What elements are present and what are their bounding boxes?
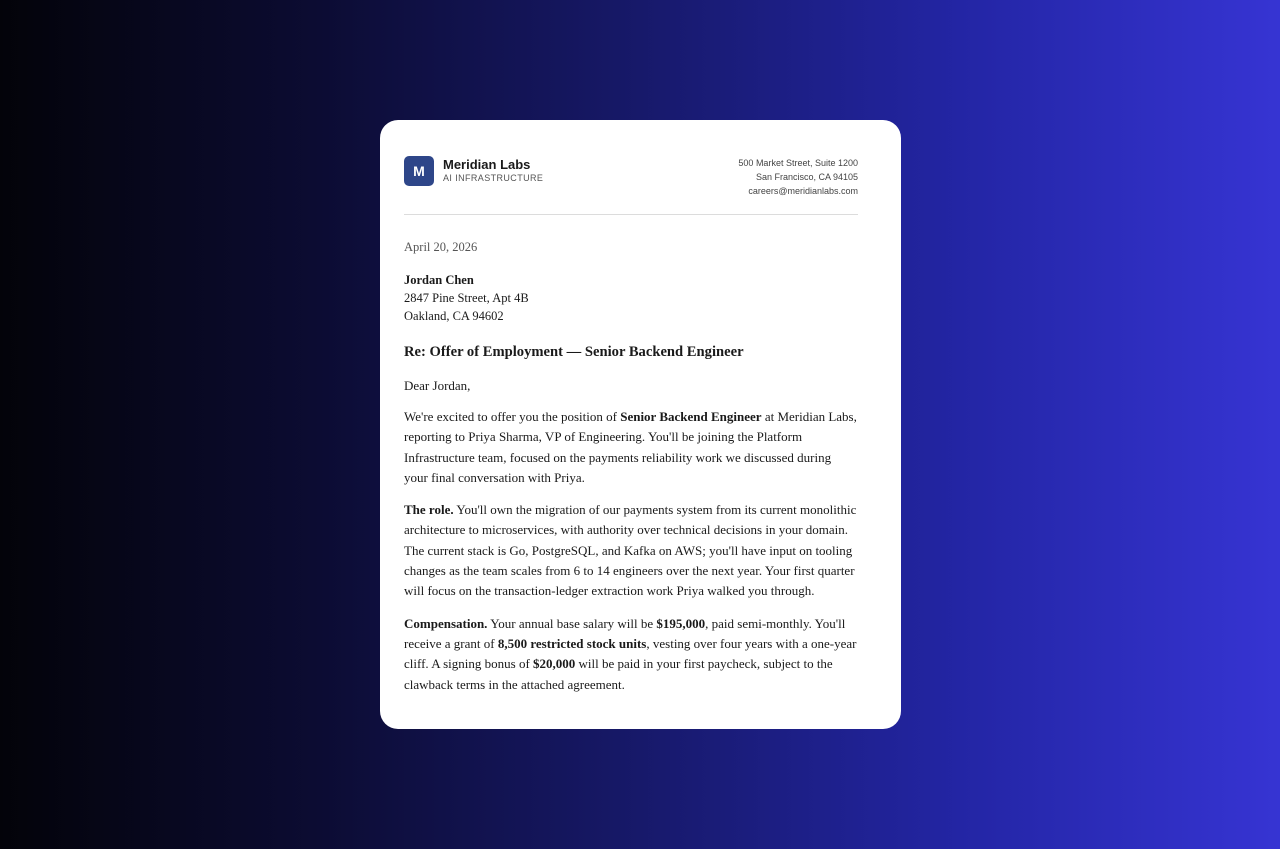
letter-greeting: Dear Jordan, [404,378,471,393]
compensation-text-3: , vesting over four years with a one-year cliff. A signing bonus of [404,635,857,672]
company-address [738,156,858,198]
compensation-text-2: , paid semi-monthly. You'll receive a grant of [404,615,846,651]
compensation-text-4: will be paid in your first paycheck, subject to the clawback terms in the attached agreement. [404,656,833,692]
letterhead [404,156,858,215]
recipient-block [404,271,858,325]
letter-date: April 20, 2026 [404,240,478,254]
offer-letter-card [380,120,901,729]
company-address-line1: 500 Market Street, Suite 1200 [738,158,858,168]
role-text: You'll own the migration of our payments system from its current monolithic architecture to microservices, with authority over technical decisions in your domain. The current stack is Go, PostgreSQL, and Kafka on AWS; you'll have input on tooling changes as the team scales from 6 to 14 engineers over the next year. Your first quarter will focus on the transaction-ledger extraction work Priya walked you through. [404,502,857,599]
paragraph-role [404,500,858,601]
paragraph-intro [404,407,858,488]
letter-subject: Re: Offer of Employment — Senior Backend Engineer [404,344,744,360]
rsu-grant: 8,500 restricted stock units [497,635,647,651]
compensation-text-1: Your annual base salary will be [487,615,657,631]
recipient-street: 2847 Pine Street, Apt 4B [404,291,529,305]
signing-bonus: $20,000 [533,656,576,672]
letter-body [404,238,858,695]
role-heading: The role. [404,502,454,518]
compensation-heading: Compensation. [404,615,488,631]
position-title: Senior Backend Engineer [620,409,762,424]
recipient-city: Oakland, CA 94602 [404,309,504,323]
intro-text-2: at Meridian Labs, reporting to Priya Sharma, VP of Engineering. You'll be joining the Platform Infrastructure team, focused on the payments reliability work we discussed during your final conversation with Priya. [404,409,857,485]
paragraph-compensation [404,614,858,695]
company-email: careers@meridianlabs.com [748,186,858,196]
intro-text-1: We're excited to offer you the position of [404,409,621,424]
base-salary: $195,000 [656,615,706,631]
company-tagline: AI INFRASTRUCTURE [443,173,544,183]
recipient-name: Jordan Chen [404,273,474,287]
company-name: Meridian Labs [443,157,531,172]
company-address-line2: San Francisco, CA 94105 [755,172,858,182]
company-logo: M [404,156,434,186]
